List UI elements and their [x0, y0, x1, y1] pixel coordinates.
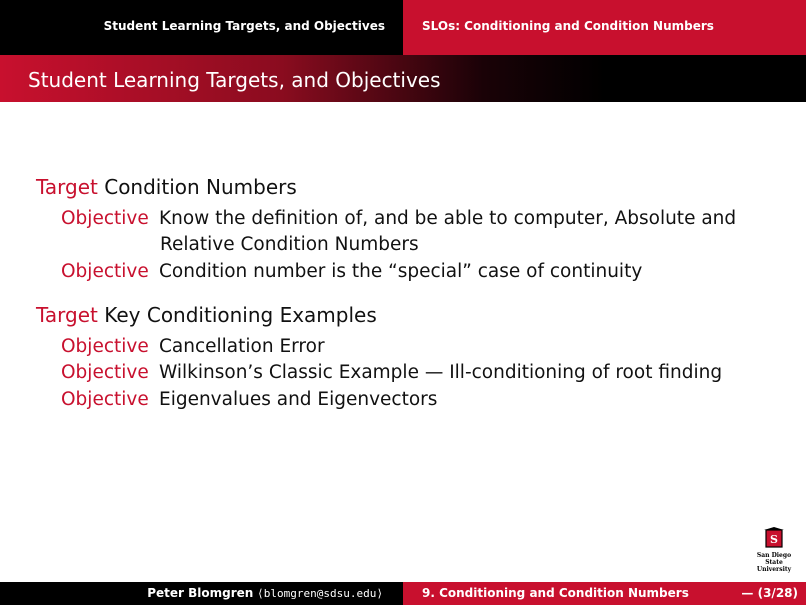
frame-title-bar: [0, 55, 806, 102]
footer-lecture-title: 9. Conditioning and Condition Numbers: [422, 586, 689, 600]
target-text: Condition Numbers: [104, 175, 297, 199]
author-name: Peter Blomgren: [147, 586, 254, 600]
objective-keyword: Objective: [61, 362, 149, 383]
section-navigation-bar: [0, 0, 806, 55]
objective-item: [61, 261, 642, 282]
logo-line-2: University: [756, 566, 792, 573]
footer-bar: [0, 582, 806, 605]
nav-section-left[interactable]: [0, 0, 403, 55]
slide-content: [0, 102, 806, 582]
target-text: Key Conditioning Examples: [104, 303, 377, 327]
objective-keyword: Objective: [61, 261, 149, 282]
nav-link-slos[interactable]: SLOs: Conditioning and Condition Numbers: [422, 19, 714, 33]
footer-left: [0, 582, 403, 605]
objective-item: [61, 389, 437, 410]
footer-right: [403, 582, 806, 605]
objective-keyword: Objective: [61, 208, 149, 229]
objective-item: [61, 336, 325, 357]
nav-section-right[interactable]: [403, 0, 806, 55]
frame-title: Student Learning Targets, and Objectives: [28, 68, 441, 92]
sdsu-logo-icon: [764, 527, 784, 548]
svg-text:S: S: [770, 533, 778, 546]
objective-item: [61, 208, 736, 229]
nav-link-learning-targets[interactable]: Student Learning Targets, and Objectives: [103, 19, 385, 33]
objective-text: Eigenvalues and Eigenvectors: [159, 389, 438, 410]
objective-text: Cancellation Error: [159, 336, 325, 357]
objective-text-continuation: Relative Condition Numbers: [160, 234, 419, 255]
university-logo: [748, 527, 800, 573]
objective-text: Wilkinson’s Classic Example — Ill-conditioning of root finding: [159, 362, 723, 383]
objective-keyword: Objective: [61, 336, 149, 357]
target-keyword: Target: [36, 175, 98, 199]
objective-text: Know the definition of, and be able to computer, Absolute and: [159, 208, 737, 229]
target-item: [36, 303, 377, 327]
footer-page-number: — (3/28): [741, 586, 798, 600]
footer-author: [147, 586, 383, 600]
objective-text: Condition number is the “special” case of continuity: [159, 261, 643, 282]
objective-item: [61, 362, 722, 383]
target-item: [36, 175, 297, 199]
author-email: ⟨blomgren@sdsu.edu⟩: [257, 587, 383, 600]
objective-keyword: Objective: [61, 389, 149, 410]
target-keyword: Target: [36, 303, 98, 327]
logo-line-1: San Diego State: [756, 552, 792, 566]
